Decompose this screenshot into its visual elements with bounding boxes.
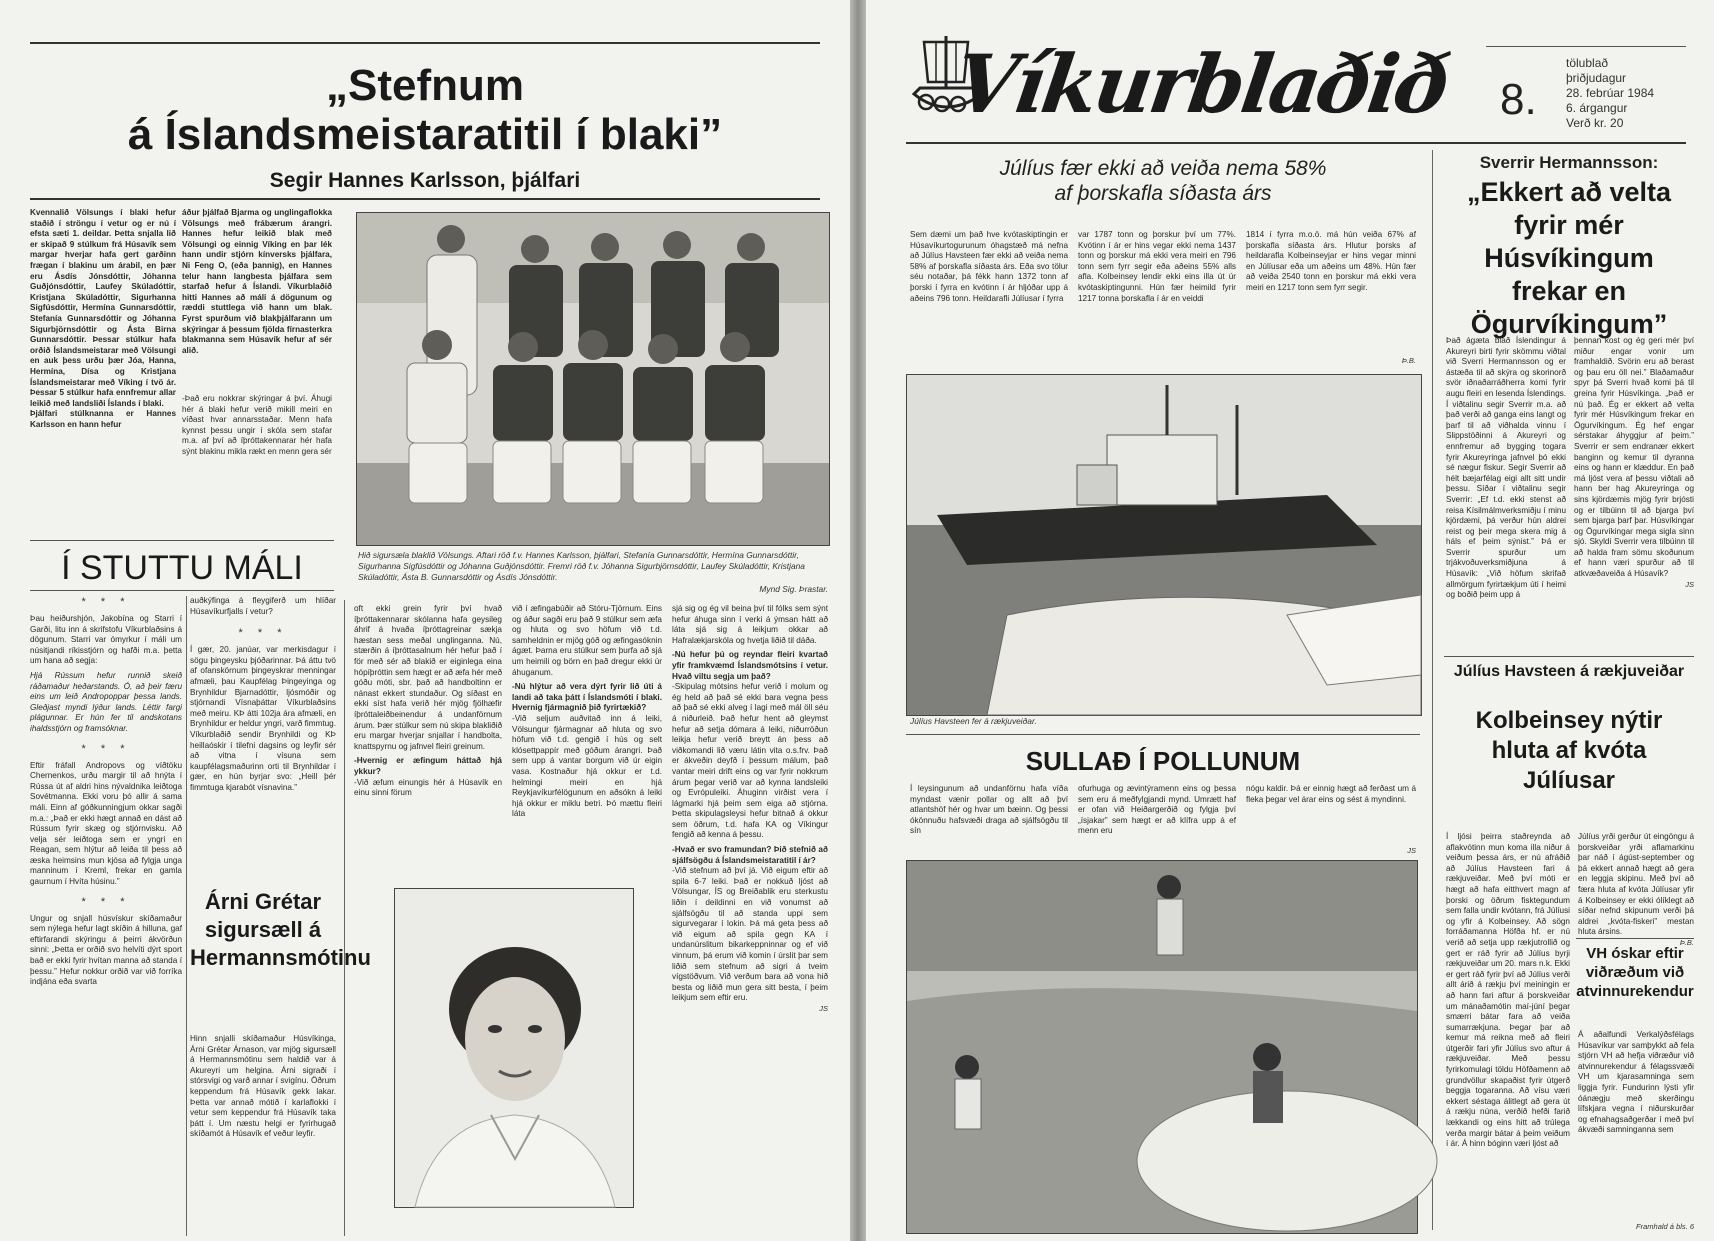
julius-headline xyxy=(906,156,1420,206)
main-subhead: Segir Hannes Karlsson, þjálfari xyxy=(269,169,581,192)
interview-answer-4: -Skipulag mótsins hefur verið í molum og ég held að það sé ekki bara vegna þess að það sé ekki alveg í lagi með mál öll séu á niðurleið. Það hefur hent að gleymst hefur að setja dómara á leiki, niðurröðun leikja hefur verið breytt án þess að viðkomandi lið væru látin vita o.s.frv. Það er ákveðin deyfð í þessum málum, það vantar meiri drift eins og var fyrir nokkrum árum þegar verið var að kynna landsleiki og Evrópuleiki. Áhuginn virðist vera í lágmarki hjá þeim sem eiga að stjórna. Þetta skipulagsleysi hefur bitnað á okkur sem öðrum, t.d. hafa KA og Víkingur fengið að kenna á þessu. xyxy=(672,682,828,840)
short-news-item-4: Í gær, 20. janúar, var merkisdagur í sögu þingeysku þjóðarinnar. Þá áttu tvö af ofanskörnum þingeyskrar menningar afmæli, þau Kaupfélag Þingeyinga og Brynhildur Bjarnadóttir, ljósmóðir og stjórnandi Vísnaþáttar Víkurblaðsins með meiru. KÞ átti 102ja ára afmæli, en Brynhildur er heldur yngri, varð fimmtug. Víkurblaðið sendir Brynhildi og KÞ heillaóskir í tilefni dagsins og leyfir sér að vitna í vísuna sem kaupfélagsmaðurinn orti til Brynhildar í gær, en hún byrjar svo: „Heill þér fimmtuga kjarabót vísnavina.” xyxy=(190,645,336,792)
interview-question-2: -Hvernig er æfingum háttað hjá ykkur? xyxy=(354,756,502,776)
short-news-column-1 xyxy=(30,596,182,1236)
portrait-graphic xyxy=(395,889,633,1207)
havsteen-kicker: Júlíus Havsteen á rækjuveiðar xyxy=(1453,663,1685,680)
short-news-column-2 xyxy=(190,596,336,876)
sverrir-signature: JS xyxy=(1685,579,1694,589)
sullad-column-1: Í leysingunum að undanförnu hafa víða myndast vænir pollar og allt að því atlantshöf hér og hvar um bæinn. Og þessi ókönnuðu hafsvæði draga að sjálfsögðu til sín xyxy=(910,784,1068,836)
short-news-item-3: Ungur og snjall húsvískur skíðamaður sem nýlega hefur lagt skíðin á hilluna, gaf eftirfarandi skýringu á þeirri ákvörðun sinni: „Þetta er orðið svo helvíti dýrt sport bað er ekki fyrir hvítan manna að standa í þessu.” Hefur nokkur orðið var við forríka indjána eða svarta xyxy=(30,913,182,987)
havsteen-column-2 xyxy=(1578,832,1694,947)
masthead-rule xyxy=(906,142,1686,144)
masthead-logo: Víkurblaðið xyxy=(949,37,1454,131)
masthead-top-rule xyxy=(1486,46,1686,47)
intro-column-1: Kvennalið Völsungs í blaki hefur staðið í ströngu í vetur og er nú í efsta sæti 1. deildar. Þetta snjalla lið er skipað 9 stúlkum frá Húsavík sem margar hverjar hafa gert garðinn frægan í blakinu um árabil, en þær eru Ásdís Jónsdóttir, Jóhanna Guðjónsdóttir, Laufey Skúladóttir, Kristjana Skúladóttir, Sigurhanna Sigfúsdóttir, Hermína Gunnarsdóttir, Stefanía Gunnarsdóttir og Jóhanna Sigurbjörnsdóttir og Ásta Birna Gunnarsdóttir. Þessar stúlkur hafa orðið Íslandsmeistarar með Völsungi en auk þess urðu þær Jóa, Hanna, Hermína, Dísa og Kristjana Íslandsmeistarar með Víking í tvö ár. Þessar 5 stúlkur hafa ennfremur allar leikið með landsliði Íslands í blaki. Þjálfari stúlknanna er Hannes Karlsson en hann hefur xyxy=(30,208,176,429)
separator-stars: * * * xyxy=(81,742,131,755)
sverrir-kicker: Sverrir Hermannsson: xyxy=(1479,153,1659,172)
weekday: þriðjudagur xyxy=(1566,71,1627,85)
headline-rule xyxy=(30,198,820,200)
issue-label: tölublað xyxy=(1566,56,1609,70)
havsteen-column-1: Í ljósi þeirra staðreynda að aflakvótinn mun koma illa niður á veiðum þessa árs, er nú afráðið að Júlíus Havsteen fari á rækjuveiðar. Með því móti er hægt að hafa eitthvert magn af þorski og öðrum fisktegundum sem falla undir kvótann, frá Júlíusi og yfir á Kolbeinsey. Að sögn forráðamanna Höfða hf. er nú verið að setja upp rækjutrollið og gert er ráð fyrir að Júlíus byrji rækjuveiðar um 20. mars n.k. Ekki er gert ráð fyrir því að Júlíus verði allt árið á rækju því meiningin er að hann fari aftur á þorskveiðar um mánaðamótin maí-júní þegar smærri bátar fara að veiða sumarrækjuna. Þegar þar að kemur má reikna með að fleiri útgerðir fari yfir Júlíus svo aftur á rækjuveiðar. Með þessu fyrirkomulagi töldu Höfðamenn að grundvöllur skapaðist fyrir útgerð beggja togaranna. Að vísu væri ekkert séstaga álitlegt að gera út á rækju núna, verðið hefði farið lækkandi og eins hitt að trúlega verða margir bátar á þeim veiðum í ár. Á hinn bóginn væri ljóst að xyxy=(1446,832,1570,1149)
separator-stars: * * * xyxy=(238,627,288,640)
issue-date: 28. febrúar 1984 xyxy=(1566,86,1655,100)
puddle-graphic xyxy=(907,861,1417,1233)
havsteen-signature: Þ.B. xyxy=(1679,937,1694,947)
section-rule xyxy=(30,540,334,541)
interview-question-3: -Nú hlýtur að vera dýrt fyrir lið úti á landi að taka þátt í Íslandsmóti í blaki. Hvernig fjármagnið þið fyrirtækið? xyxy=(512,682,662,713)
trawler-caption: Júlíus Havsteen fer á rækjuveiðar. xyxy=(910,716,1037,726)
arni-portrait-photo xyxy=(394,888,634,1208)
short-news-rule xyxy=(30,590,334,591)
intro-column-2 xyxy=(182,208,332,480)
column-divider xyxy=(186,596,187,1236)
column-divider xyxy=(1432,150,1433,1230)
section-rule xyxy=(906,734,1420,735)
sverrir-column-1: Það ágæta blað Íslendingur á Akureyri birti fyrir skömmu viðtal við Sverri Hermannsson og er ástæða til að skýra og skorinorð svör iðnaðarráðherra komi fyrir augu fleiri en lesenda Íslendings. Í viðtalinu segir Sverrir m.a. að það verði að ganga eins langt og þarf til að viðhalda vinnu í Slippstöðinni á Akureyri og ennfremur að bygging togara fyrir Akureyringa jafnvel þó ekki sé nægur fiskur. Segir Sverrir að hélt bæjarfélag eigi allt sitt undir þessu. Síðar í viðtalinu segir Sverrir: „Ef t.d. ekki stenst að reisa Kísilmálmverksmiðju í minu kjördæmi, þá verður hún aldrei reist og þeir mega skera mig á háls ef þeim sýnist.” Þá er Sverrir spurður um trjákvoðuverksmiðjuna á Húsavík: „Við höfum skrifað allmörgum fyrirtækjum úti í heimi og boðið þeim upp á xyxy=(1446,336,1566,600)
interview-answer-2: -Við æfum einungis hér á Húsavík en einu sinni förum xyxy=(354,777,502,798)
julius-headline-line1: Júlíus fær ekki að veiða nema 58% xyxy=(999,157,1327,180)
section-rule xyxy=(1444,656,1694,657)
short-news-poem: Hjá Rússum hefur runnið skeið ráðamaður heðarstands. Ó, að þeir færu eins um leið Andropoppar þessa lands. Gleðjast myndi lýður lands. Léttir fargi plágunnar. Er hún fer til andskotans ihaldsstjórn og framsóknar. xyxy=(30,670,182,733)
julius-signature: Þ.B. xyxy=(1401,356,1416,365)
interview-answer-3b: sjá sig og ég vil beina því til fólks sem sýnt hefur áhuga sinn í verki á ýmsan hátt að láta sjá sig á leikjum okkar að Hafralækjarskóla og hvetja liðið til dáða. xyxy=(672,604,828,645)
trawler-graphic xyxy=(907,375,1421,715)
sverrir-column-2 xyxy=(1574,336,1694,650)
section-rule xyxy=(1576,938,1694,939)
trawler-photo xyxy=(906,374,1422,716)
interview-question-4: -Nú hefur þú og reyndar fleiri kvartað yfir framkvæmd Íslandsmótsins í vetur. Hvað viltu segja um það? xyxy=(672,650,828,681)
intro-column-2-text: áður þjálfað Bjarma og unglingaflokka Völsungs með frábærum árangri. Hannes hefur leikið blak með Völsungi og einnig Víking en þar lék hann undir stjórn kínversks þjálfara, Ni Feng O, (eða þannig), en Hannes telur hann langbesta þjálfara sem starfað hefur á Íslandi. Víkurblaðið hitti Hannes að máli á dögunum og ræddi stuttlega við hann um blak. Fyrst spurðum við blakþjálfarann um skýringar á þessum fjölda fírnasterkra blakmanna sem Húsavík hefur af sér alið. xyxy=(182,208,332,355)
issue-number: 8. xyxy=(1500,75,1537,124)
author-signature: JS xyxy=(819,1003,828,1013)
julius-column-2: var 1787 tonn og þorskur því um 77%. Kvótinn í ár er hins vegar ekki nema 1437 tonn og þorskur má ekki vera meiri en 796 tonn sem fyrr segir eða aðeins 55% alls afla. Kolbeinsey lendir ekki eins illa út úr kvótaskiptingunni. Hún fær heimild fyrir 1217 tonna þorskafla í ár en veiddi xyxy=(1078,230,1236,303)
interview-answer-1: oft ekki grein fyrir því hvað íþróttakennarar skólanna hafa geysileg áhrif á hvaða íþróttagreinar sækja hæstan sess meðal unglinganna. Nú, stærðin á íþróttasalnum hér hefur það í för með sér að blakið er eiginlega eina hópíþróttin sem hægt er að æfa hér með góðu móti, sbr. það að handboltinn er nánast ekkert stundaður. Og síðast en ekki síst hafa verið hér mjög fjölhæfir íþróttaleiðbeinendur á undanförnum árum. Þær stúlkur sem nú skipa blakliðið eru margar hverjar snjallar í handbolta, knattspyrnu og jafnvel fleiri greinum. xyxy=(354,604,502,751)
short-news-item-2: Eftir fráfall Andropovs og víðtöku Chernenkos, urðu margir til að hnýta í Rússa út af aldri hins nývaldnika leiðtoga Sovétmanna. Ekki voru þó allir á sama máli. Einn af góðkunningjum okkar sagði m.a.: „Það er ekki hægt annað en dást að Rússum fyrir skæg og stjórnvisku. Að velja sér leiðtoga sem er yngri en Reagan, sem hlýtur að leiða til þess að æska heimsins mun kjósa að fylgja unga manninum í Kreml, frekar en gamla gaurnum í Hvíta húsinu.” xyxy=(30,760,182,887)
vh-headline: VH óskar eftir viðræðum við atvinnurekendur xyxy=(1576,945,1694,1000)
sverrir-headline: „Ekkert að velta fyrir mér Húsvíkingum frekar en Ögurvíkingum” xyxy=(1466,177,1672,339)
top-rule xyxy=(30,42,820,44)
havsteen-column-2-text: Júlíus yrði gerður út eingöngu á þorskveiðar yrði aflamarkinu þar náð í ágúst-september og þá ekkert annað hægt að gera en leggja skipinu. Með því að færa hluta af kvóta Júlíusar yfir á Kolbeinsey er ekki ólíklegt að síðar nefnd skipunum verði þá aldrei „kvóta-fiskeri” mestan hluta ársins. xyxy=(1578,832,1694,937)
team-photo-graphic xyxy=(357,213,829,545)
sullad-signature: JS xyxy=(1407,846,1416,855)
main-headline-line2: á Íslandsmeistaratitil í blaki” xyxy=(127,110,723,159)
vh-article-text: Á aðalfundi Verkalýðsfélags Húsavíkur var samþykkt að fela stjórn VH að hefja viðræður við atvinnurekendur á félagssvæði VH um kjarasamninga sem liggja fyrir. Fundurinn lýsti yfir óánægju með skerðingu lífskjara vegna í niðurskurðar og efnahagsaðgerðar í með því ákvæði samninganna sem xyxy=(1578,1030,1694,1135)
julius-column-3: 1814 í fyrra m.o.ö. má hún veiða 67% af þorskafla síðasta árs. Hlutur þorsks af heildarafla Kolbeinseyjar er hins vegar minni en Júlíusar eða um aðeins um 48%. Hún fær að veiða 2540 tonn en þorskur má ekki vera meiri en 1217 tonn sem fyrr segir. xyxy=(1246,230,1416,292)
separator-stars: * * * xyxy=(81,596,131,608)
interview-answer-5: -Við stefnum að því já. Við eigum eftir að spila 6-7 leiki. Það er nokkuð ljóst að Völsungar, ÍS og Breiðablik eru sterkustu liðin í deildinni en við vonumst að sjálfsögðu til að standa uppi sem sigurvegarar í lokin. Þá má geta þess að við eigum að spila gegn KA í undanúrslitum bikarkeppninnar og ef við vinnum, þá erum við komin í úrslit þar sem liðið sem stefnum að sigri á tveim vígstöðvum. Við verðum bara að vona hið besta og liðið mun gera sitt besta, í þeim leikjum sem eftir eru. xyxy=(672,866,828,1003)
arni-article-text: Hinn snjalli skíðamaður Húsvíkinga, Árni Grétar Árnason, var mjög sigursæll á Hermannsmótinu sem haldið var á Akureyri um helgina. Árni sigraði í stórsvigi og varð annar í svigínu. Öðrum keppendum frá Húsavík gekk lakar. Þetta var annað mótið í karlaflokki í vetur sem keppendur frá Húsavík taka þátt í. Um næstu helgi er fyrirhugað skíðamót á Húsavík ef veður leyfir. xyxy=(190,1034,336,1139)
havsteen-headline: Kolbeinsey nýtir hluta af kvóta Júlíusar xyxy=(1475,707,1663,794)
team-photo xyxy=(356,212,830,546)
interview-column-3 xyxy=(672,604,828,1234)
team-photo-credit: Mynd Sig. Þrastar. xyxy=(759,584,828,594)
price: Verð kr. 20 xyxy=(1566,116,1624,130)
left-page xyxy=(0,0,850,1241)
short-news-item-1: Þau heiðurshjón, Jakobína og Starri í Garði, litu inn á skrifstofu Víkurblaðsins á dögunum. Starri var ómyrkur í máli um núsitjandi ríkisstjórn og hafði m.a. þetta um hana að segja: xyxy=(30,614,182,666)
sverrir-column-2-text: þennan kost og ég geri mér því miður engar vonir um framhaldið. Svörin eru að berast og þau eru öll nei.” Blaðamaður spyr þá Sverri hvað komi þá til greina fyrir Húsvíkinga. „Það er nú það. Ég er ekkert að velta fyrir mér Húsvíkingum frekar en Ögurvíkingum. Ég hef engar sérstakar áhyggjur af þeim.” Sverrir er sem endranær ekkert banginn og kemur til dyranna eins og hann er klæddur. En það má ljóst vera af þessu viðtali að hann ber hag Akureyringa og sins kjördæmis mjög fyrir brjósti og er tilbúinn til að bjarga því sem bjarga þarf þar. Húsvíkingar og Ögurvíkingar mega sigla sinn sjó. Skyldi Sverrir vera tilbúinn til að halda fram sömu skoðunum ef hann væri spurður að til atkvæðaveiða á Húsavík? xyxy=(1574,336,1694,579)
page-gutter xyxy=(850,0,866,1241)
interview-answer-2b: við í æfingabúðir að Stóru-Tjörnum. Eins og áður sagði eru það 9 stúlkur sem æfa og hluta og svo höfum við t.d. samheldnin er mjög góð og æfingasóknin ágæt. Þarna eru stúlkur sem þurfa að sjá um heimili og börn en það dregur ekki úr áhuganum. xyxy=(512,604,662,677)
arni-headline: Árni Grétar sigursæll á Hermannsmótinu xyxy=(190,889,371,970)
volume: 6. árgangur xyxy=(1566,101,1628,115)
sullad-headline: SULLAÐ Í POLLUNUM xyxy=(1025,746,1301,776)
intro-column-2-cont: -Það eru nokkrar skýringar á því. Áhugi hér á blaki hefur verið mikill meiri en víðast hvar annarsstaðar. Menn hafa kynnst þessu ungir í skóla sem stafar m.a. af því að íþróttakennarar hér hafa sýnt blakinu mikla rækt en menn gera sér xyxy=(182,394,332,456)
sullad-column-3: nógu kaldir. Þá er einnig hægt að ferðast um á fleka þegar vel árar eins og sést á myndinni. xyxy=(1246,784,1416,804)
sullad-column-2: ofurhuga og ævintýramenn eins og þessa sem eru á meðfylgjandi mynd. Umrætt haf er ofan við Heiðargerðið og fylgja því „ísjakar” sem hægt er að klífra upp á ef menn eru xyxy=(1078,784,1236,836)
julius-headline-line2: af þorskafla síðasta árs xyxy=(1054,182,1272,205)
short-news-item-3-end: auðkýfinga á fleygiferð um hlíðar Húsavíkurfjalls í vetur? xyxy=(190,596,336,616)
main-headline-line1: „Stefnum xyxy=(326,61,524,110)
short-news-title: Í STUTTU MÁLI xyxy=(61,549,303,587)
julius-column-1: Sem dæmi um það hve kvótaskiptingin er Húsavíkurtogurunum óhagstæð má nefna að Júlíus Havsteen fær ekki að veiða nema 58% af þorskafla síðasta árs. Eða svo tölur séu notaðar, þá fékk hann 1372 tonn af þorski í fyrra en kvótinn í ár hljóðar upp á aðeins 796 tonn. Heildarafli Júlíusar í fyrra xyxy=(910,230,1068,303)
interview-column-1 xyxy=(354,604,502,874)
masthead-info xyxy=(1566,56,1686,131)
puddle-photo xyxy=(906,860,1418,1234)
right-page xyxy=(866,0,1714,1241)
continued-note: Framhald á bls. 6 xyxy=(1636,1222,1694,1231)
interview-question-5: -Hvað er svo framundan? Þið stefnið að sjálfsögðu á Íslandsmeistaratitil í ár? xyxy=(672,845,828,865)
separator-stars: * * * xyxy=(81,895,131,908)
team-photo-caption: Hið sigursæla blaklið Völsungs. Aftari röð f.v. Hannes Karlsson, þjálfari, Stefanía Gunnarsdóttir, Hermína Gunnarsdóttir, Sigurhanna Sigfúsdóttir og Jóhanna Guðjónsdóttir. Fremri röð f.v. Jóhanna Sigurbjörnsdóttir, Laufey Skúladóttir, Kristjana Skúladóttir, Ásta B. Gunnarsdóttir og Ásdís Jónsdóttir. xyxy=(358,550,805,582)
interview-answer-3: -Við seljum auðvitað inn á leiki, Völsungur fjármagnar að hluta og svo höfum við t.d. gengið í hús og selt klósettpappír með góðum árangri. Það sem upp á vantar borgum við úr eigin vasa. Kostnaður hjá okkur er t.d. helmingi meiri en hjá Reykjavíkurfélögunum en aðsókn á leiki hjá okkur er miklu betri. Þó mættu fleiri láta xyxy=(512,713,662,819)
column-divider xyxy=(344,600,345,1236)
